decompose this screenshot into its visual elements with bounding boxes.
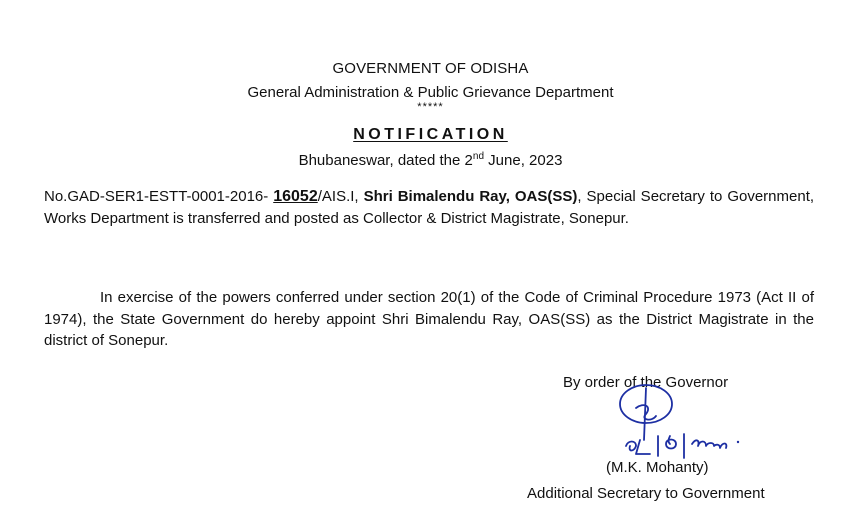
reference-number: 16052 [273, 188, 318, 205]
paragraph-1-text: , Special Secretary to Government, Works Department is transferred and posted as Collector & District Magistrate, Sonepur. [44, 188, 815, 227]
notification-paragraph-1 [44, 186, 814, 229]
handwritten-signature [606, 384, 836, 464]
reference-prefix: No.GAD-SER1-ESTT-0001-2016- [44, 188, 274, 205]
government-heading: GOVERNMENT OF ODISHA [332, 60, 529, 77]
by-order-line: By order of the Governor [563, 374, 729, 391]
notification-paragraph-2: In exercise of the powers conferred under section 20(1) of the Code of Criminal Procedure 1973 (Act II of 1974), the State Government do hereby appoint Shri Bimalendu Ray, OAS(SS) as the District Magistrate in the district of Sonepur. [44, 289, 814, 349]
date-prefix: Bhubaneswar, dated the 2 [298, 152, 473, 169]
date-suffix: June, 2023 [484, 152, 563, 169]
heading-separator-stars: ***** [417, 101, 444, 113]
signatory-designation: Additional Secretary to Government [527, 485, 765, 502]
date-ordinal: nd [472, 151, 485, 162]
reference-suffix: /AIS.I, [317, 188, 364, 205]
signatory-name: (M.K. Mohanty) [606, 459, 709, 476]
officer-name: Shri Bimalendu Ray, OAS(SS) [363, 188, 578, 205]
department-heading: General Administration & Public Grievance Department [247, 84, 614, 101]
notification-title: NOTIFICATION [353, 126, 508, 143]
place-and-date [0, 152, 861, 170]
